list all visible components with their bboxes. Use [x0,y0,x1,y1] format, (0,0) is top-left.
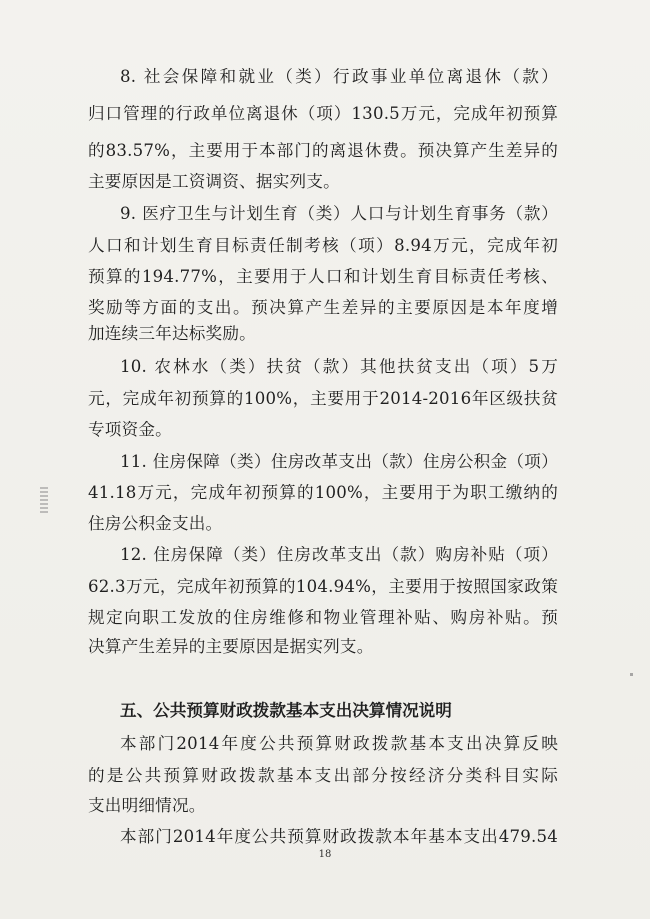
paragraph-10-line-2: 元，完成年初预算的100%，主要用于2014-2016年区级扶贫 [88,389,558,408]
paragraph-11-line-3: 住房公积金支出。 [88,514,223,533]
paragraph-10-line-1: 10. 农林水（类）扶贫（款）其他扶贫支出（项）5万 [120,357,558,376]
paragraph-11-line-2: 41.18万元，完成年初预算的100%，主要用于为职工缴纳的 [88,483,558,502]
paragraph-9-line-3: 预算的194.77%，主要用于人口和计划生育目标责任考核、 [88,267,558,286]
paragraph-10-line-3: 专项资金。 [88,420,172,439]
paragraph-9-line-1: 9. 医疗卫生与计划生育（类）人口与计划生育事务（款） [120,204,558,223]
paragraph-8-line-1: 8. 社会保障和就业（类）行政事业单位离退休（款） [120,67,558,86]
page-number: 18 [318,849,332,860]
scan-dot [630,673,633,676]
paragraph-9-line-5: 加连续三年达标奖励。 [88,324,256,343]
paragraph-12-line-2: 62.3万元，完成年初预算的104.94%，主要用于按照国家政策 [88,577,558,596]
paragraph-12-line-4: 决算产生差异的主要原因是据实列支。 [88,637,374,656]
scan-artifact [40,487,48,515]
paragraph-8-line-2: 归口管理的行政单位离退休（项）130.5万元，完成年初预算 [88,104,558,123]
section-paragraph-1-line-3: 支出明细情况。 [88,796,206,815]
paragraph-9-line-4: 奖励等方面的支出。预决算产生差异的主要原因是本年度增 [88,298,558,317]
paragraph-8-line-3: 的83.57%，主要用于本部门的离退休费。预决算产生差异的 [88,141,558,160]
paragraph-11-line-1: 11. 住房保障（类）住房改革支出（款）住房公积金（项） [120,452,558,471]
section-paragraph-1-line-2: 的是公共预算财政拨款基本支出部分按经济分类科目实际 [88,766,558,785]
paragraph-12-line-3: 规定向职工发放的住房维修和物业管理补贴、购房补贴。预 [88,608,558,627]
paragraph-8-line-4: 主要原因是工资调资、据实列支。 [88,172,340,191]
paragraph-12-line-1: 12. 住房保障（类）住房改革支出（款）购房补贴（项） [120,545,558,564]
section-paragraph-2-line-1: 本部门2014年度公共预算财政拨款本年基本支出479.54 [120,827,558,846]
section-heading: 五、公共预算财政拨款基本支出决算情况说明 [120,701,452,720]
paragraph-9-line-2: 人口和计划生育目标责任制考核（项）8.94万元，完成年初 [88,236,558,255]
section-paragraph-1-line-1: 本部门2014年度公共预算财政拨款基本支出决算反映 [120,734,558,753]
